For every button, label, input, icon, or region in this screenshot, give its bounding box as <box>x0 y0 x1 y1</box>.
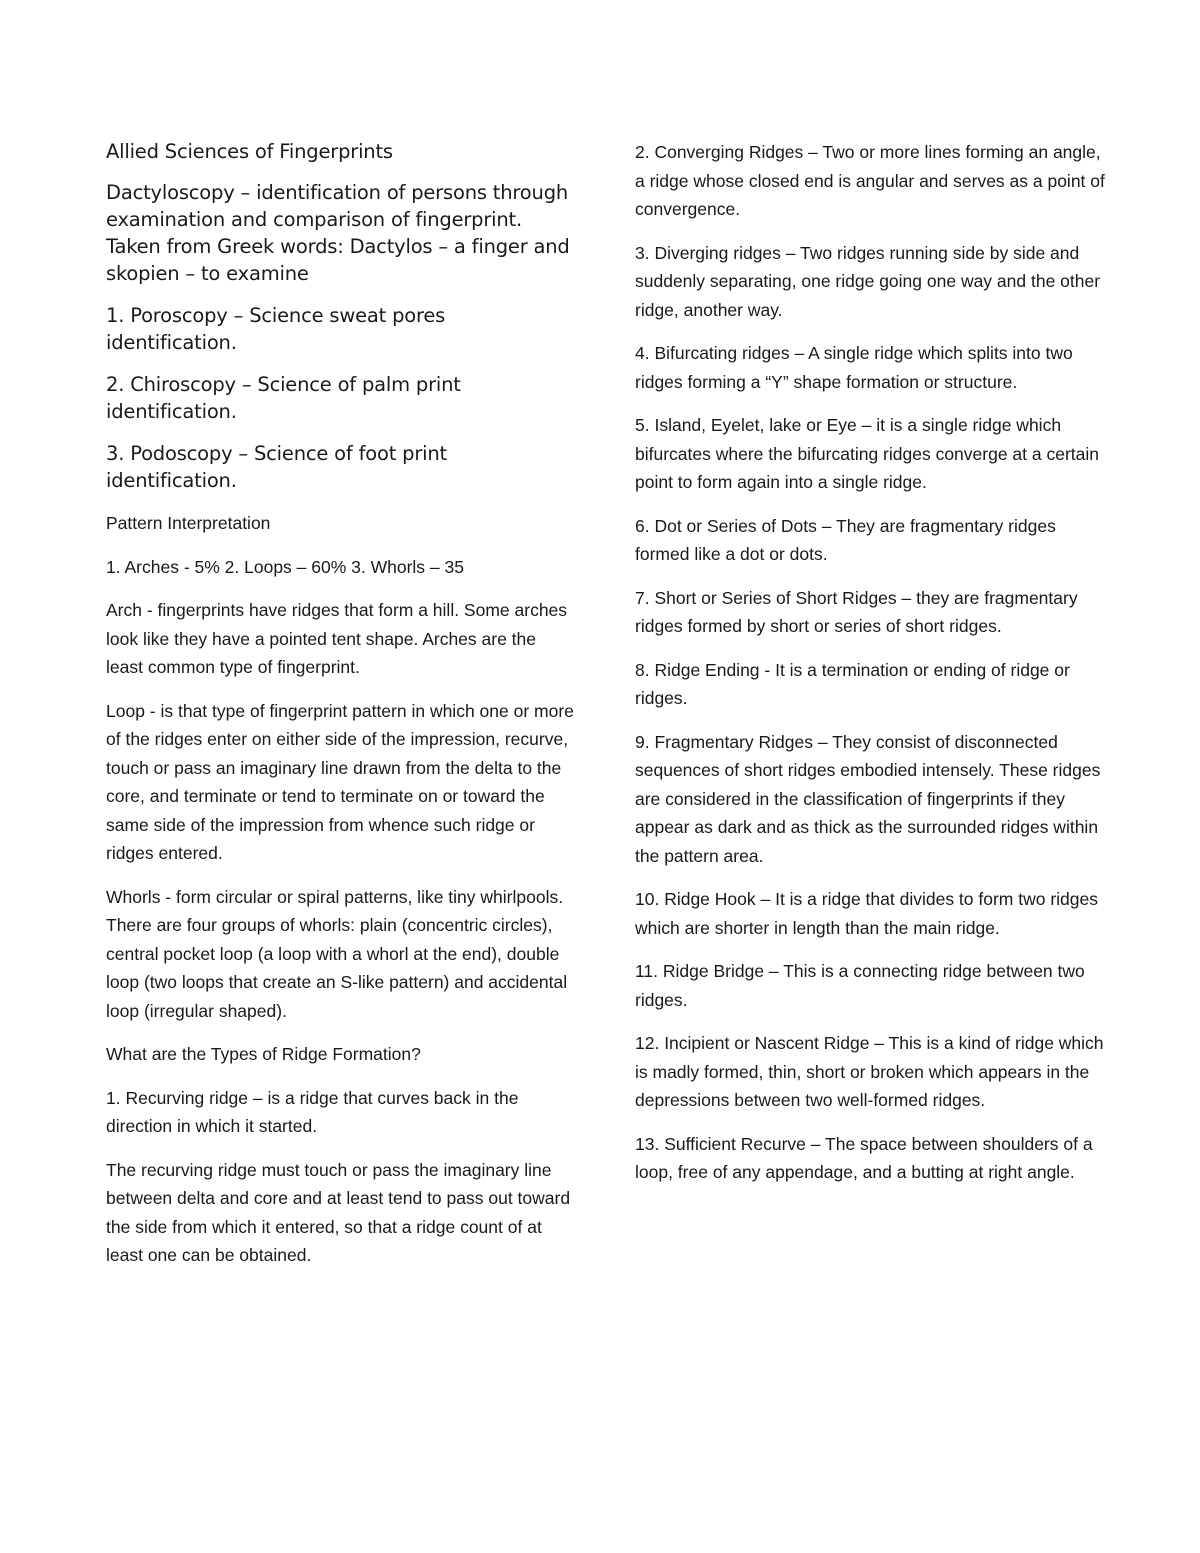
dot-series-item: 6. Dot or Series of Dots – They are fragmentary ridges formed like a dot or dots. <box>635 515 1056 564</box>
sufficient-recurve-item: 13. Sufficient Recurve – The space between shoulders of a loop, free of any appendage, and a butting at right angle. <box>635 1133 1093 1182</box>
document-title: Allied Sciences of Fingerprints <box>106 140 393 163</box>
incipient-ridge-item: 12. Incipient or Nascent Ridge – This is a kind of ridge which is madly formed, thin, short or broken which appears in the depressions between two well-formed ridges. <box>635 1033 1104 1110</box>
whorls-definition: Whorls - form circular or spiral patterns, like tiny whirlpools. There are four groups of whorls: plain (concentric circles), central pocket loop (a loop with a whorl at the end), double loop (two loops that create an S-like pattern) and accidental loop (irregular shaped). <box>106 886 568 1021</box>
island-eyelet-item: 5. Island, Eyelet, lake or Eye – it is a single ridge which bifurcates where the bifurcating ridges converge at a certain point to form again into a single ridge. <box>635 415 1100 492</box>
ridge-bridge-item: 11. Ridge Bridge – This is a connecting ridge between two ridges. <box>635 961 1085 1010</box>
recurving-ridge-note: The recurving ridge must touch or pass the imaginary line between delta and core and at least tend to pass out toward the side from which it entered, so that a ridge count of at least one can be obtained. <box>106 1159 571 1265</box>
podoscopy-item: 3. Podoscopy – Science of foot print identification. <box>106 442 447 492</box>
pattern-percentages: 1. Arches - 5% 2. Loops – 60% 3. Whorls – 35 <box>106 556 464 577</box>
ridge-ending-item: 8. Ridge Ending - It is a termination or ending of ridge or ridges. <box>635 659 1070 708</box>
short-ridges-item: 7. Short or Series of Short Ridges – they are fragmentary ridges formed by short or series of short ridges. <box>635 587 1078 636</box>
arch-definition: Arch - fingerprints have ridges that form a hill. Some arches look like they have a pointed tent shape. Arches are the least common type of fingerprint. <box>106 600 568 677</box>
ridge-formation-question: What are the Types of Ridge Formation? <box>106 1044 421 1064</box>
poroscopy-item: 1. Poroscopy – Science sweat pores identification. <box>106 304 446 354</box>
ridge-hook-item: 10. Ridge Hook – It is a ridge that divides to form two ridges which are shorter in length than the main ridge. <box>635 889 1099 938</box>
dactyloscopy-definition: Dactyloscopy – identification of persons through examination and comparison of fingerprint. Taken from Greek words: Dactylos – a finger and skopien – to examine <box>106 181 570 285</box>
chiroscopy-item: 2. Chiroscopy – Science of palm print identification. <box>106 373 461 423</box>
converging-ridges-item: 2. Converging Ridges – Two or more lines forming an angle, a ridge whose closed end is angular and serves as a point of convergence. <box>635 142 1105 219</box>
pattern-interpretation-heading: Pattern Interpretation <box>106 513 271 533</box>
fragmentary-ridges-item: 9. Fragmentary Ridges – They consist of disconnected sequences of short ridges embodied intensely. These ridges are considered in the classification of fingerprints if they appear as dark and as thick as the surrounded ridges within the pattern area. <box>635 731 1101 866</box>
right-column <box>635 138 1105 1202</box>
diverging-ridges-item: 3. Diverging ridges – Two ridges running side by side and suddenly separating, one ridge going one way and the other ridge, another way. <box>635 242 1101 320</box>
recurving-ridge-item: 1. Recurving ridge – is a ridge that curves back in the direction in which it started. <box>106 1087 519 1136</box>
bifurcating-ridges-item: 4. Bifurcating ridges – A single ridge which splits into two ridges forming a “Y” shape formation or structure. <box>635 343 1073 392</box>
loop-definition: Loop - is that type of fingerprint pattern in which one or more of the ridges enter on either side of the impression, recurve, touch or pass an imaginary line drawn from the delta to the core, and terminate or tend to terminate on or toward the same side of the impression from whence such ridge or ridges entered. <box>106 700 574 863</box>
left-column <box>106 138 576 1285</box>
